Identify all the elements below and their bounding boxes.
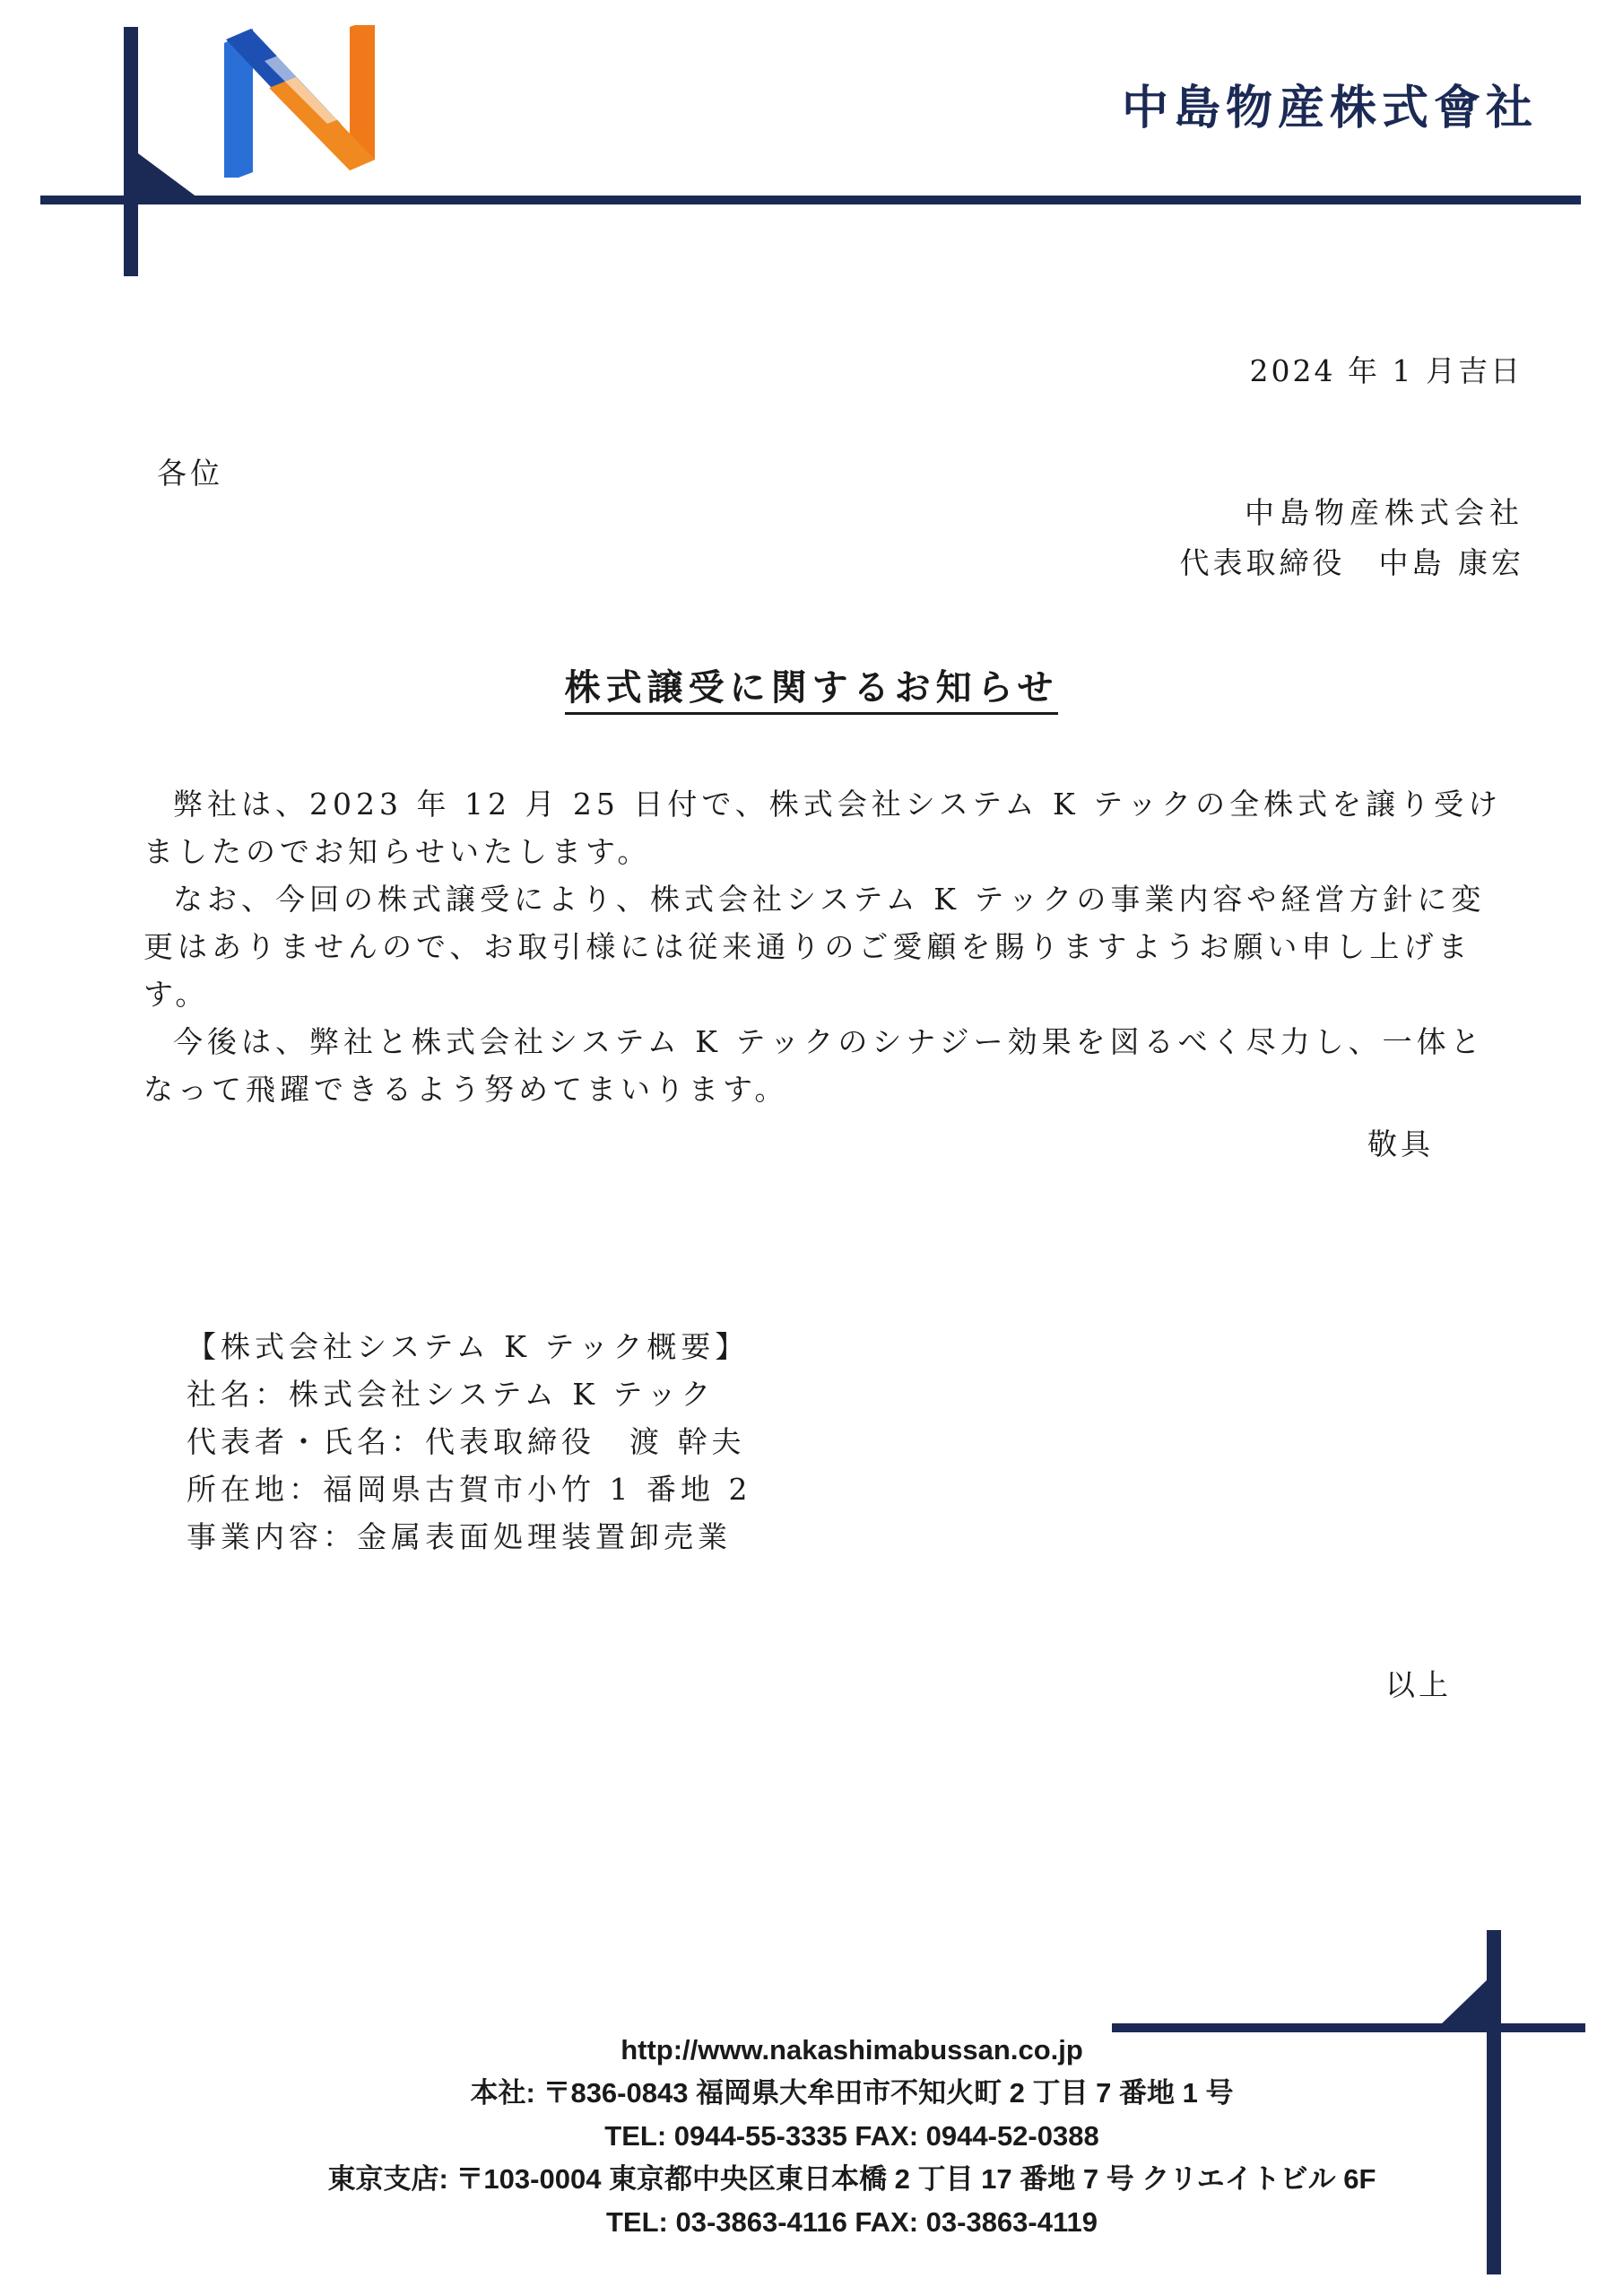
overview-line: 社名：株式会社システム K テック — [187, 1377, 716, 1412]
sender-person: 代表取締役 中島 康宏 — [1179, 545, 1524, 580]
body-paragraph: 弊社は、2023 年 12 月 25 日付で、株式会社システム K テックの全株式を譲り受けましたのでお知らせいたします。 — [143, 787, 1503, 869]
footer-contact — [269, 2029, 1435, 2244]
footer-vertical-bar — [1487, 1930, 1501, 2274]
footer-corner-wedge — [1440, 1979, 1488, 2025]
header-horizontal-rule — [40, 196, 1581, 204]
ending-word: 以上 — [1385, 1667, 1452, 1702]
tokyo-branch-phone: TEL: 03-3863-4116 FAX: 03-3863-4119 — [605, 2206, 1098, 2238]
nakashima-n-logo — [215, 25, 386, 178]
website-link[interactable]: http://www.nakashimabussan.co.jp — [621, 2034, 1083, 2066]
document-title-text: 株式譲受に関するお知らせ — [565, 666, 1059, 715]
overview-line: 代表者・氏名：代表取締役 渡 幹夫 — [187, 1424, 746, 1459]
overview-line: 事業内容：金属表面処理装置卸売業 — [187, 1519, 732, 1554]
header-corner-wedge — [135, 151, 197, 197]
document-title — [0, 659, 1623, 710]
company-overview — [187, 1323, 751, 1561]
letter-date: 2024 年 1 月吉日 — [1249, 353, 1523, 388]
company-mark: 中島物産株式會社 — [1121, 82, 1538, 135]
overview-line: 所在地：福岡県古賀市小竹 1 番地 2 — [187, 1472, 752, 1507]
head-office-phone: TEL: 0944-55-3335 FAX: 0944-52-0388 — [604, 2120, 1099, 2152]
tokyo-branch-address: 東京支店: 〒103-0004 東京都中央区東日本橋 2 丁目 17 番地 7 号 クリエイトビル 6F — [327, 2163, 1376, 2195]
body-paragraph: 今後は、弊社と株式会社システム K テックのシナジー効果を図るべく尽力し、一体となって飛躍できるよう努めてまいります。 — [143, 1024, 1485, 1107]
head-office-address: 本社: 〒836-0843 福岡県大牟田市不知火町 2 丁目 7 番地 1 号 — [470, 2077, 1234, 2109]
overview-heading: 【株式会社システム K テック概要】 — [187, 1329, 750, 1364]
body-paragraph: なお、今回の株式譲受により、株式会社システム K テックの事業内容や経営方針に変更はありませんので、お取引様には従来通りのご愛顧を賜りますようお願い申し上げます。 — [143, 882, 1486, 1012]
addressee: 各位 — [157, 456, 223, 491]
letter-body — [143, 780, 1506, 1113]
closing-word: 敬具 — [1367, 1126, 1434, 1161]
sender-company: 中島物産株式会社 — [1245, 495, 1524, 530]
